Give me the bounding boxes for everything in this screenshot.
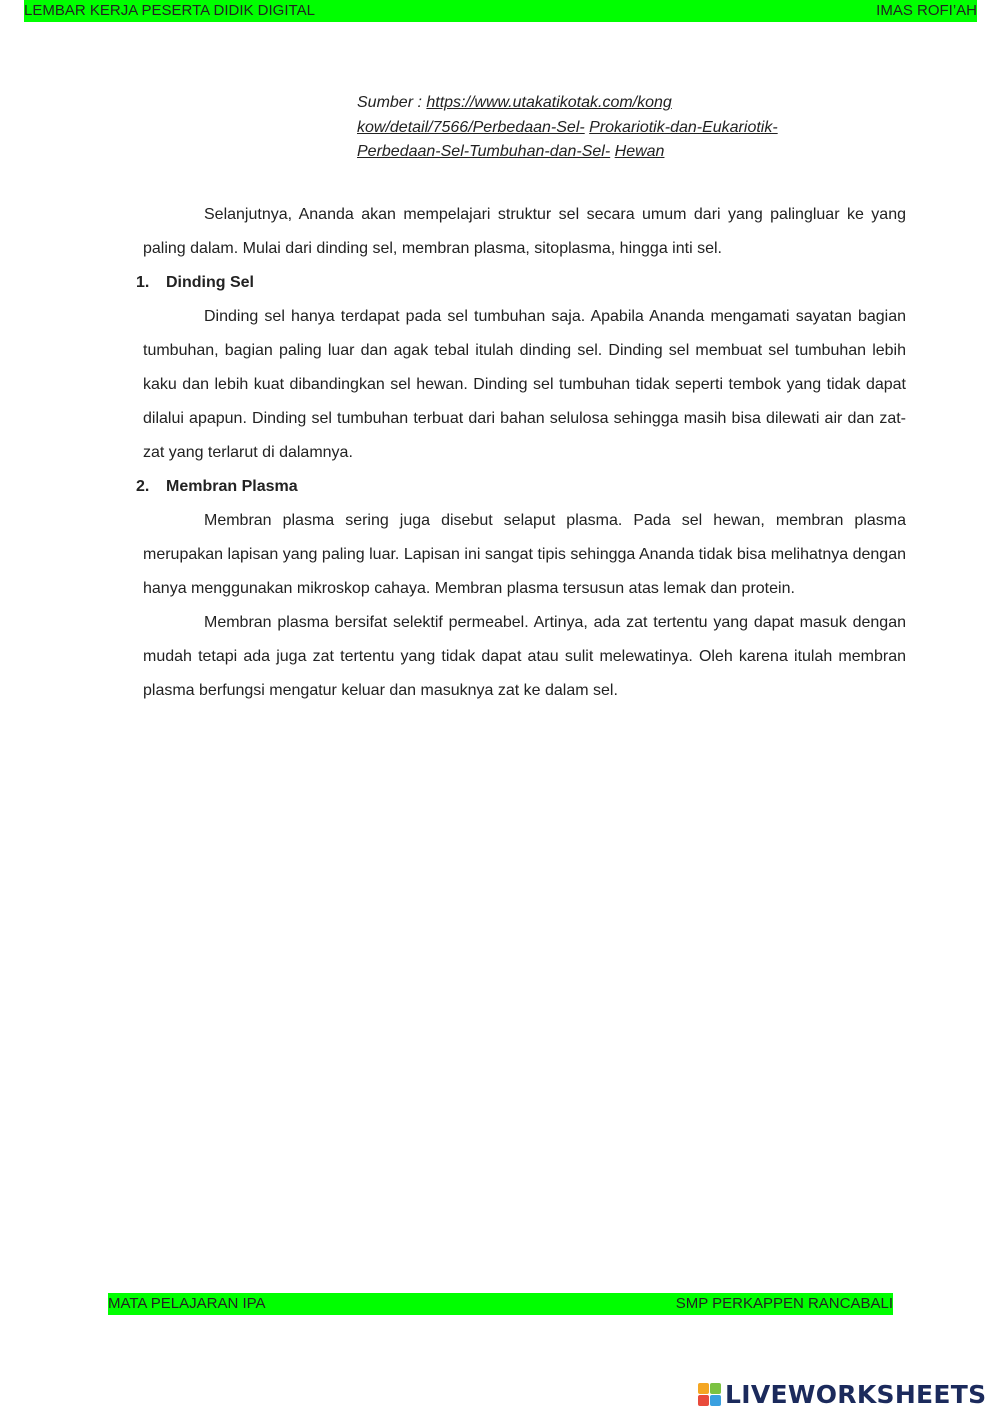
paragraph-membran-plasma-2: Membran plasma bersifat selektif permeabel. Artinya, ada zat tertentu yang dapat masuk dengan mudah tetapi ada juga zat tertentu yang tidak dapat atau sulit melewatinya. Oleh karena itulah membran plasma berfungsi mengatur keluar dan masuknya zat ke dalam sel. bbox=[143, 614, 906, 699]
liveworksheets-logo-icon bbox=[698, 1383, 721, 1406]
document-body bbox=[136, 198, 906, 708]
source-link-part-2[interactable]: kow/detail/7566/Perbedaan-Sel- bbox=[357, 118, 585, 136]
source-link-part-5[interactable]: Hewan bbox=[614, 143, 665, 160]
section-title: Dinding Sel bbox=[166, 274, 254, 291]
section-number: 2. bbox=[136, 478, 150, 495]
paragraph-membran-plasma-1: Membran plasma sering juga disebut selaput plasma. Pada sel hewan, membran plasma merupakan lapisan yang paling luar. Lapisan ini sangat tipis sehingga Ananda tidak bisa melihatnya dengan hanya menggunakan mikroskop cahaya. Membran plasma tersusun atas lemak dan protein. bbox=[143, 512, 906, 597]
logo-tile-v bbox=[698, 1395, 709, 1406]
source-citation bbox=[357, 91, 827, 165]
source-line-1 bbox=[357, 91, 827, 116]
liveworksheets-watermark[interactable] bbox=[698, 1377, 986, 1411]
logo-tile-l bbox=[698, 1383, 709, 1394]
section-heading-membran-plasma bbox=[136, 470, 899, 504]
logo-tile-i bbox=[710, 1383, 721, 1394]
logo-tile-e bbox=[710, 1395, 721, 1406]
paragraph-dinding-sel: Dinding sel hanya terdapat pada sel tumbuhan saja. Apabila Ananda mengamati sayatan bagian tumbuhan, bagian paling luar dan agak tebal itulah dinding sel. Dinding sel membuat sel tumbuhan lebih kaku dan lebih kuat dibandingkan sel hewan. Dinding sel tumbuhan tidak seperti tembok yang tidak dapat dilalui apapun. Dinding sel tumbuhan terbuat dari bahan selulosa sehingga masih bisa dilewati air dan zat-zat yang terlarut di dalamnya. bbox=[143, 308, 906, 461]
section-number: 1. bbox=[136, 274, 150, 291]
source-link-part-1[interactable]: https://www.utakatikotak.com/kong bbox=[426, 94, 672, 111]
header-author: IMAS ROFI’AH bbox=[876, 2, 977, 19]
intro-paragraph: Selanjutnya, Ananda akan mempelajari struktur sel secara umum dari yang palingluar ke yang paling dalam. Mulai dari dinding sel, membran plasma, sitoplasma, hingga inti sel. bbox=[143, 206, 906, 257]
liveworksheets-logo-text: LIVEWORKSHEETS bbox=[725, 1379, 987, 1409]
section-heading-dinding-sel bbox=[136, 266, 899, 300]
source-line-2 bbox=[357, 116, 827, 141]
header-title: LEMBAR KERJA PESERTA DIDIK DIGITAL bbox=[24, 2, 315, 19]
footer-school: SMP PERKAPPEN RANCABALI bbox=[675, 1295, 893, 1312]
source-link-part-3[interactable]: Prokariotik-dan-Eukariotik- bbox=[589, 118, 778, 136]
footer-subject: MATA PELAJARAN IPA bbox=[108, 1295, 266, 1312]
footer-bar bbox=[108, 1293, 893, 1315]
source-label: Sumber : bbox=[357, 94, 427, 111]
section-title: Membran Plasma bbox=[166, 478, 298, 495]
header-bar bbox=[24, 0, 977, 22]
source-line-3 bbox=[357, 140, 827, 165]
source-link-part-4[interactable]: Perbedaan-Sel-Tumbuhan-dan-Sel- bbox=[357, 143, 611, 160]
